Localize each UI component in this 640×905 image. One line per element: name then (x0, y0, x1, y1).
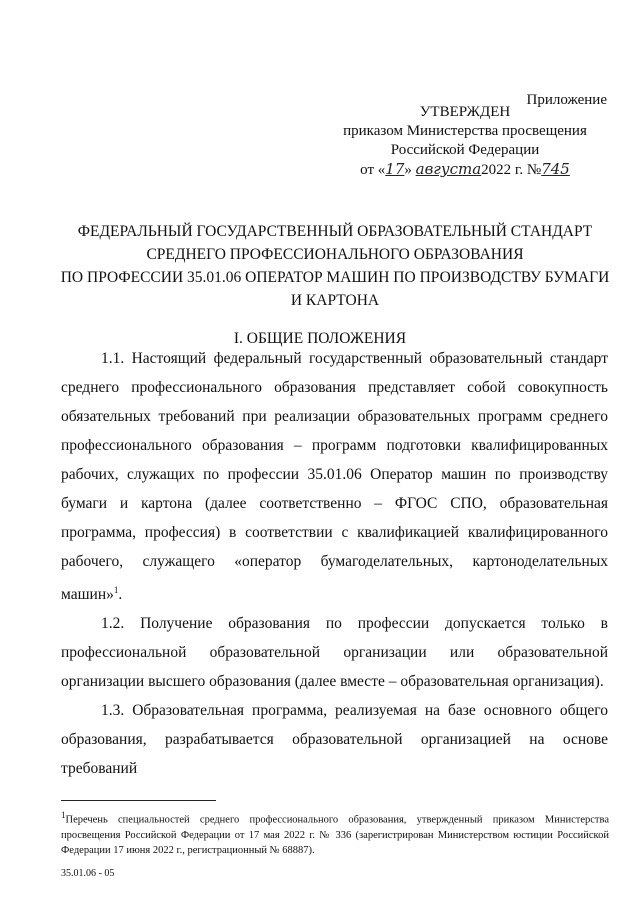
paragraph-1-2: 1.2. Получение образования по профессии допускается только в профессиональной образовательной организации или образовательной организации высшего образования (далее вместе – образовательная организация). (61, 615, 608, 691)
document-title (55, 220, 615, 312)
paragraph-1-1-end: . (118, 586, 123, 604)
paragraph-1-3: 1.3. Образовательная программа, реализуемая на базе основного общего образования, разрабатывается образовательной организацией на основе требований (61, 702, 608, 778)
date-day-handwritten: 17 (385, 160, 405, 178)
footnote-text: Перечень специальностей среднего профессионального образования, утвержденный приказом Министерства просвещения Российской Федерации от 17 мая 2022 г. № 336 (зарегистрирован Министерством юстиции Российской Федерации 17 июня 2022 г., регистрационный № 68887). (61, 814, 609, 856)
title-line-2: СРЕДНЕГО ПРОФЕССИОНАЛЬНОГО ОБРАЗОВАНИЯ (146, 246, 524, 263)
body-text (61, 344, 608, 783)
title-line-1: ФЕДЕРАЛЬНЫЙ ГОСУДАРСТВЕННЫЙ ОБРАЗОВАТЕЛЬНЫЙ СТАНДАРТ (77, 223, 593, 240)
order-date-line (330, 160, 600, 180)
title-line-3: ПО ПРОФЕССИИ 35.01.06 ОПЕРАТОР МАШИН ПО ПРОИЗВОДСТВУ БУМАГИ (60, 269, 610, 286)
page-code: 35.01.06 - 05 (61, 868, 115, 879)
date-mid: » (404, 162, 412, 178)
title-line-4: И КАРТОНА (290, 292, 380, 309)
paragraph-1-1 (61, 344, 608, 609)
order-line-1: приказом Министерства просвещения (343, 123, 587, 139)
date-prefix: от « (360, 162, 386, 178)
order-number-handwritten: 745 (541, 160, 570, 178)
footnote-ref: 1 (113, 585, 119, 595)
section-heading: I. ОБЩИЕ ПОЛОЖЕНИЯ (233, 330, 407, 347)
approved-heading: УТВЕРЖДЕН (419, 104, 511, 120)
footnote (61, 808, 609, 858)
date-month-handwritten: августа (415, 160, 482, 178)
footnote-mark: 1 (61, 810, 66, 820)
approval-block (330, 103, 600, 180)
order-line-2: Российской Федерации (390, 142, 540, 158)
footnote-separator (61, 800, 216, 801)
date-year: 2022 г. № (481, 162, 542, 178)
paragraph-1-1-text: 1.1. Настоящий федеральный государственный образовательный стандарт среднего профессионального образования представляет собой совокупность обязательных требований при реализации образовательных программ среднего профессионального образования – программ подготовки квалифицированных рабочих, служащих по профессии 35.01.06 Оператор машин по производству бумаги и картона (далее соответственно – ФГОС СПО, образовательная программа, профессия) в соответствии с квалификацией квалифицированного рабочего, служащего «оператор бумагоделательных, картоноделательных машин» (61, 350, 608, 604)
appendix-label: Приложение (526, 92, 607, 108)
